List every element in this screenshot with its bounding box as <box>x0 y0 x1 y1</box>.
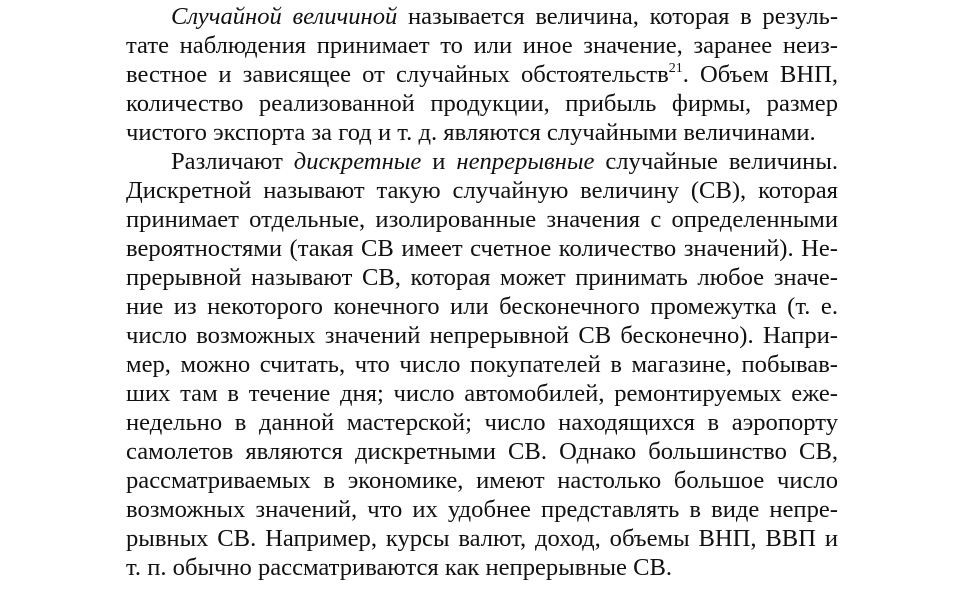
text-line <box>126 89 838 118</box>
text-run: вероятностями (такая СВ имеет счетное количество значений). Не- <box>126 235 838 262</box>
text-line <box>126 408 838 437</box>
italic-term: Случайной величиной <box>171 3 398 30</box>
text-run: мер, можно считать, что число покупателей в магазине, побывав- <box>126 351 838 378</box>
text-line <box>126 147 838 176</box>
text-line <box>126 176 838 205</box>
text-line <box>126 31 838 60</box>
text-line <box>126 205 838 234</box>
text-run: ших там в течение дня; число автомобилей, ремонтируемых еже- <box>126 380 838 407</box>
text-run: тате наблюдения принимает то или иное значение, заранее неиз- <box>126 32 838 59</box>
text-body <box>126 2 838 582</box>
text-run: Различают <box>171 148 294 175</box>
text-line <box>126 234 838 263</box>
text-run: рассматриваемых в экономике, имеют настолько большое число <box>126 467 838 494</box>
text-run: случайные величины. <box>594 148 838 175</box>
text-line <box>126 437 838 466</box>
text-run: называется величина, которая в резуль- <box>397 3 839 30</box>
text-line <box>126 2 838 31</box>
text-run: самолетов являются дискретными СВ. Однако большинство СВ, <box>126 438 838 465</box>
text-run: принимает отдельные, изолированные значения с определенными <box>126 206 838 233</box>
text-line <box>126 553 838 582</box>
text-line <box>126 379 838 408</box>
text-run: чистого экспорта за год и т. д. являются случайными величинами. <box>126 119 816 146</box>
text-line <box>126 292 838 321</box>
text-run: ние из некоторого конечного или бесконечного промежутка (т. е. <box>126 293 838 320</box>
text-run: возможных значений, что их удобнее представлять в виде непре- <box>126 496 838 523</box>
paragraph <box>126 147 838 582</box>
italic-term: непрерывные <box>456 148 595 175</box>
paragraph <box>126 2 838 147</box>
footnote-marker: 21 <box>668 61 683 76</box>
text-line <box>126 466 838 495</box>
text-run: . Объем ВНП, <box>682 61 838 88</box>
document-page <box>126 2 838 582</box>
text-line <box>126 495 838 524</box>
text-run: число возможных значений непрерывной СВ бесконечно). Напри- <box>126 322 838 349</box>
text-line <box>126 118 838 147</box>
text-run: Дискретной называют такую случайную величину (СВ), которая <box>126 177 838 204</box>
text-run: прерывной называют СВ, которая может принимать любое значе- <box>126 264 838 291</box>
text-run: т. п. обычно рассматриваются как непрерывные СВ. <box>126 554 673 581</box>
text-run: вестное и зависящее от случайных обстоятельств <box>126 61 669 88</box>
text-line <box>126 524 838 553</box>
text-run: недельно в данной мастерской; число находящихся в аэропорту <box>126 409 838 436</box>
text-run: рывных СВ. Например, курсы валют, доход, объемы ВНП, ВВП и <box>126 525 838 552</box>
text-run: и <box>421 148 457 175</box>
text-line <box>126 60 838 89</box>
text-run: количество реализованной продукции, прибыль фирмы, размер <box>126 90 838 117</box>
text-line <box>126 263 838 292</box>
italic-term: дискретные <box>293 148 422 175</box>
text-line <box>126 350 838 379</box>
text-line <box>126 321 838 350</box>
